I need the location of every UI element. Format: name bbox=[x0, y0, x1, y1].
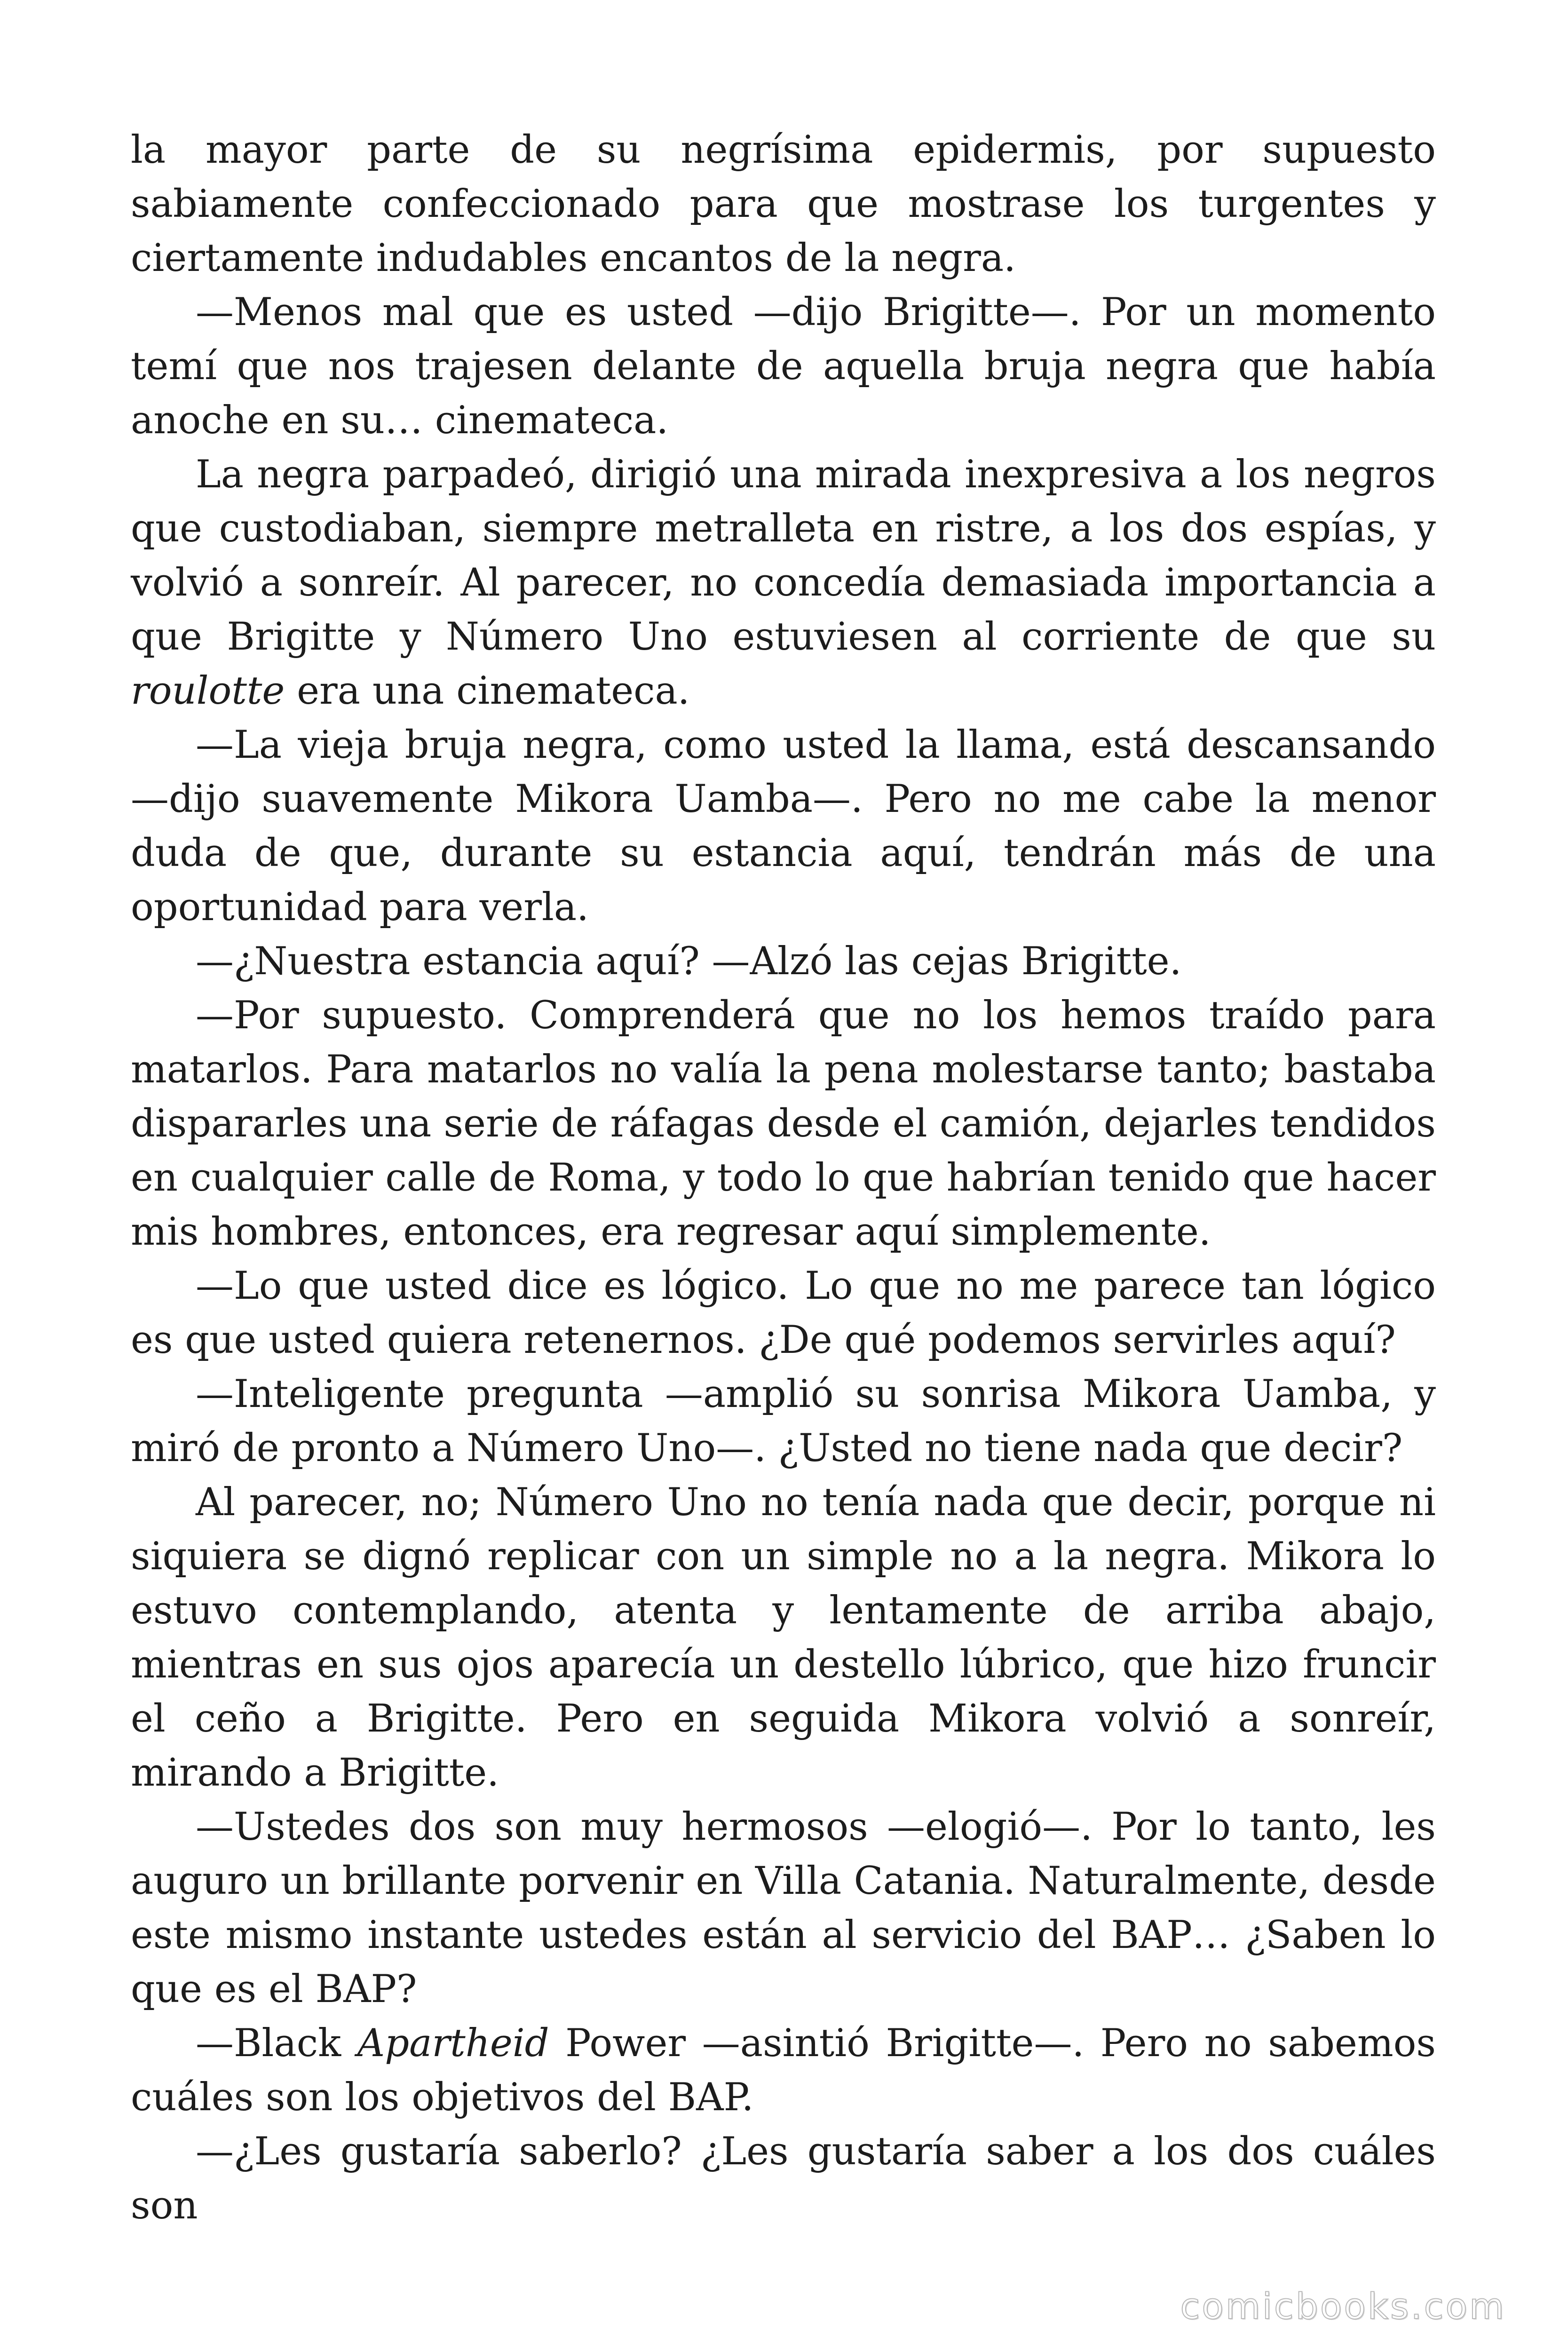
paragraph: Al parecer, no; Número Uno no tenía nada que decir, porque ni siquiera se dignó replicar con un simple no a la negra. Mikora lo estuvo contemplando, atenta y lentamente de arriba abajo, mientras en sus ojos aparecía un destello lúbrico, que hizo fruncir el ceño a Brigitte. Pero en seguida Mikora volvió a sonreír, mirando a Brigitte. bbox=[131, 1480, 1436, 1795]
paragraph: —¿Nuestra estancia aquí? —Alzó las cejas Brigitte. bbox=[196, 939, 1182, 984]
watermark-text: comicbooks.com bbox=[1180, 2285, 1506, 2327]
paragraph: —¿Les gustaría saberlo? ¿Les gustaría saber a los dos cuáles son bbox=[131, 2130, 1436, 2228]
paragraph: —Menos mal que es usted —dijo Brigitte—. Por un momento temí que nos trajesen delante de aquella bruja negra que había anoche en su… cinemateca. bbox=[131, 290, 1436, 443]
paragraph: —La vieja bruja negra, como usted la llama, está descansando —dijo suavemente Mikora Uamba—. Pero no me cabe la menor duda de que, durante su estancia aquí, tendrán más de una oportunidad para verla. bbox=[131, 723, 1436, 930]
italic-word: Apartheid bbox=[357, 2021, 549, 2066]
paragraph: La negra parpadeó, dirigió una mirada inexpresiva a los negros que custodiaban, siempre metralleta en ristre, a los dos espías, y volvió a sonreír. Al parecer, no concedía demasiada importancia a que Brigitte y Número Uno estuviesen al corriente de que su roulotte era una cinemateca. bbox=[131, 453, 1436, 713]
paragraph: —Inteligente pregunta —amplió su sonrisa Mikora Uamba, y miró de pronto a Número Uno—. ¿Usted no tiene nada que decir? bbox=[131, 1372, 1436, 1470]
page-body bbox=[131, 123, 1436, 2233]
paragraph: —Lo que usted dice es lógico. Lo que no me parece tan lógico es que usted quiera retenernos. ¿De qué podemos servirles aquí? bbox=[131, 1264, 1436, 1362]
paragraph: la mayor parte de su negrísima epidermis, por supuesto sabiamente confeccionado para que mostrase los turgentes y ciertamente indudables encantos de la negra. bbox=[131, 128, 1436, 280]
paragraph: —Black Apartheid Power —asintió Brigitte—. Pero no sabemos cuáles son los objetivos del BAP. bbox=[131, 2021, 1436, 2120]
paragraph: —Por supuesto. Comprenderá que no los hemos traído para matarlos. Para matarlos no valía la pena molestarse tanto; bastaba dispararles una serie de ráfagas desde el camión, dejarles tendidos en cualquier calle de Roma, y todo lo que habrían tenido que hacer mis hombres, entonces, era regresar aquí simplemente. bbox=[131, 993, 1436, 1254]
italic-word: roulotte bbox=[131, 669, 285, 713]
paragraph: —Ustedes dos son muy hermosos —elogió—. Por lo tanto, les auguro un brillante porvenir en Villa Catania. Naturalmente, desde este mismo instante ustedes están al servicio del BAP… ¿Saben lo que es el BAP? bbox=[131, 1805, 1436, 2011]
